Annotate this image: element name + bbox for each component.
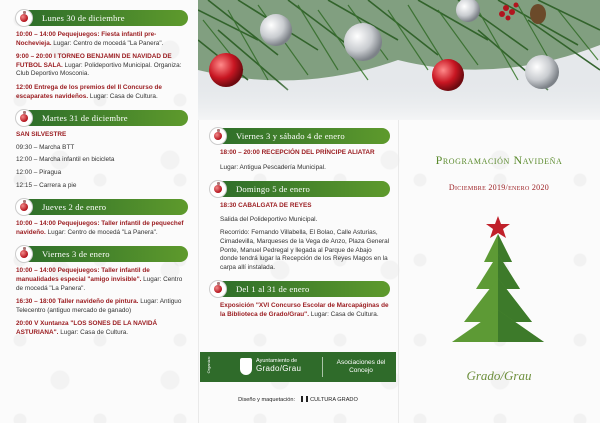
event-details: 12:00 – Piragua <box>16 168 62 176</box>
event-item <box>198 164 390 173</box>
event-item <box>10 169 188 178</box>
event-details: Recorrido: Fernando Villabella, El Bolao, Calle Asturias, Cimadevilla, Marqueses de la Vega de Anzo, Plaza General Ponte, Manuel Pedregal y llegada al Parque de Abajo donde tendrá lugar la Recepción de los Reyes Magos en la carpa allí instalada. <box>220 229 390 271</box>
grado-signature: Grado/Grau <box>466 368 532 383</box>
event-item <box>10 84 188 101</box>
event-details: Lugar: Antiguo Telecentro (antiguo mercado de ganado) <box>16 298 182 314</box>
event-item <box>10 131 188 140</box>
ayuntamiento-line2: Grado/Grau <box>256 364 302 373</box>
organizer-label: Organiza: <box>206 356 211 374</box>
day-section <box>10 246 188 337</box>
event-item <box>10 156 188 165</box>
ornament-ball-icon <box>209 127 227 145</box>
event-headline: Exposición "XVI Concurso Escolar de Marcapáginas de la Biblioteca de Grado/Grau". <box>220 302 389 318</box>
event-item <box>198 229 390 272</box>
day-section <box>198 128 390 172</box>
day-section <box>10 110 188 190</box>
asociaciones-label: Asociaciones del Concejo <box>336 359 386 374</box>
pine-cone-icon <box>530 4 546 24</box>
ayuntamiento-line1: Ayuntamiento de <box>256 358 298 364</box>
design-credit <box>200 396 396 403</box>
column-left <box>0 0 198 423</box>
day-title: Del 1 al 31 de enero <box>236 284 310 295</box>
organizer-footer <box>200 352 396 382</box>
event-headline: 10:00 – 14:00 Pequejuegos: Fiesta infantil pre-Nochevieja. <box>16 31 157 47</box>
day-title: Martes 31 de diciembre <box>42 113 128 124</box>
day-banner <box>24 110 188 126</box>
event-details: Salida del Polideportivo Municipal. <box>220 215 318 223</box>
event-headline: SAN SILVESTRE <box>16 131 67 139</box>
event-headline: 20:00 V Xuntanza "LOS SONES DE LA NAVIDÁ ASTURIANA". <box>16 320 158 336</box>
day-title: Domingo 5 de enero <box>236 184 311 195</box>
event-details: 12:00 – Marcha infantil en bicicleta <box>16 156 115 164</box>
event-details: Lugar: Casa de Cultura. <box>308 310 379 318</box>
day-section <box>198 181 390 272</box>
event-details: Lugar: Centro de mocedá "La Panera". <box>16 275 183 292</box>
event-item <box>198 149 390 158</box>
day-section <box>10 199 188 237</box>
day-banner <box>218 181 390 197</box>
event-headline: 10:00 – 14:00 Pequejuegos: Taller infantil de manualidades especial "amigo invisible". <box>16 267 150 283</box>
ornament-ball-icon <box>15 109 33 127</box>
event-item <box>198 202 390 211</box>
event-details: Lugar: Polideportivo Municipal. Organiza: Club Deportivo Mosconia. <box>16 61 182 78</box>
event-details: Lugar: Antigua Pescadería Municipal. <box>220 163 326 171</box>
event-details: Lugar: Centro de mocedá "La Panera". <box>45 228 158 236</box>
cover-title: Programación Navideña <box>435 153 563 167</box>
middle-content <box>198 128 398 320</box>
ornament-ball-icon <box>15 198 33 216</box>
event-headline: 18:30 CABALGATA DE REYES <box>220 202 312 210</box>
event-item <box>198 302 390 319</box>
footer-separator <box>322 357 323 377</box>
red-ornament-icon <box>432 59 464 91</box>
ornament-ball-icon <box>209 180 227 198</box>
event-headline: 10:00 – 14:00 Pequejuegos: Taller infantil de pequechef navideño. <box>16 220 184 236</box>
day-banner <box>24 246 188 262</box>
event-headline: 18:00 – 20:00 RECEPCIÓN DEL PRÍNCIPE ALIATAR <box>220 149 375 156</box>
event-item <box>10 182 188 191</box>
ornament-ball-icon <box>209 280 227 298</box>
event-item <box>10 144 188 153</box>
event-item <box>10 320 188 337</box>
cover-subtitle: Diciembre 2019/enero 2020 <box>448 183 550 192</box>
event-item <box>198 216 390 225</box>
ornament-ball-icon <box>15 245 33 263</box>
design-brand: CULTURA GRADO <box>310 397 358 403</box>
event-headline: 9:00 – 20:00 I TORNEO BENJAMIN DE NAVIDAD DE FUTBOL SALA. <box>16 53 172 69</box>
cultura-grado-logo-icon <box>301 396 308 402</box>
event-details: Lugar: Casa de Cultura. <box>88 92 158 100</box>
day-title: Jueves 2 de enero <box>42 202 107 213</box>
event-item <box>10 298 188 315</box>
day-title: Viernes 3 de enero <box>42 249 110 260</box>
event-details: Lugar: Casa de Cultura. <box>58 328 129 336</box>
event-headline: 16:30 – 18:00 Taller navideño de pintura. <box>16 298 139 306</box>
event-details: 12:15 – Carrera a pie <box>16 181 77 189</box>
design-label: Diseño y maquetación: <box>238 397 296 403</box>
day-title: Viernes 3 y sábado 4 de enero <box>236 131 345 141</box>
ornament-ball-icon <box>15 9 33 27</box>
event-details: Lugar: Centro de mocedá "La Panera". <box>51 39 164 47</box>
silver-ornament-icon <box>525 55 559 89</box>
event-item <box>10 31 188 48</box>
ayuntamiento-logo <box>256 358 301 374</box>
day-section <box>198 281 390 319</box>
day-banner <box>24 10 188 26</box>
event-details: 09:30 – Marcha BTT <box>16 143 75 151</box>
event-item <box>10 220 188 237</box>
day-banner <box>218 281 390 297</box>
christmas-tree-icon <box>448 214 548 344</box>
event-item <box>10 53 188 79</box>
event-item <box>10 267 188 293</box>
day-section <box>10 10 188 101</box>
municipal-crest-icon <box>240 358 252 375</box>
event-headline: 12:00 Entrega de los premios del II Concurso de escaparates navideños. <box>16 83 162 100</box>
day-title: Lunes 30 de diciembre <box>42 13 125 23</box>
day-banner <box>218 128 390 144</box>
day-banner <box>24 199 188 215</box>
